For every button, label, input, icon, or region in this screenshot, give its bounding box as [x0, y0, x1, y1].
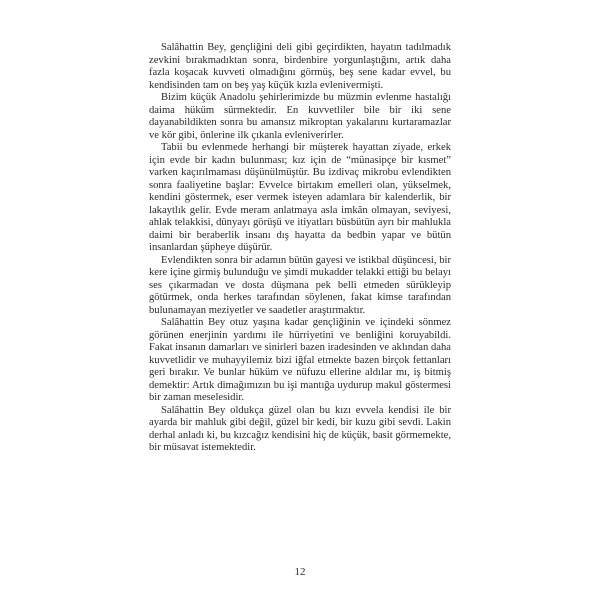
paragraph-3: Tabii bu evlenmede herhangi bir müşterek hayattan ziyade, erkek için evde bir kadın bulunması; kız için de “münasipçe bir kısmet” varken kaçırılmaması düşünülmüştür. Bu izdivaç mikrobu evlendikten sonra faaliyetine başlar: Evvelce birtakım emelleri olan, yükselmek, kendini göstermek, eser vermek isteyen adamlara bir kalenderlik, bir lakaytlık gelir. Evde meram anlatmaya asla imkân olmayan, seviyesi, ahlak telakkisi, dünyayı görüşü ve itiyatları büsbütün ayrı bir mahlukla daimi bir beraberlik insanı dış hayatta da bedbin yapar ve bütün insanlardan şüpheye düşürür. — [149, 142, 451, 253]
paragraph-6: Salâhattin Bey oldukça güzel olan bu kızı evvela kendisi ile bir ayarda bir mahluk gibi değil, güzel bir kedi, bir kuzu gibi sevdi. Lakin derhal anladı ki, bu kızcağız kendisini hiç de küçük, basit görmemekte, bir müsavat istemektedir. — [149, 404, 451, 453]
paragraph-4: Evlendikten sonra bir adamın bütün gayesi ve istikbal düşüncesi, bir kere içine girmiş bulunduğu ve şimdi mukadder telakki ettiği bu belayı ses çıkarmadan ve dosta düşmana pek belli etmeden sürükleyip götürmek, onda herkes tarafından söylenen, fakat kimse tarafından bulunamayan meziyetler ve saadetler araştırmaktır. — [149, 254, 451, 316]
paragraph-5: Salâhattin Bey otuz yaşına kadar gençliğinin ve içindeki sönmez görünen enerjinin yardımı ile hürriyetini ve benliğini koruyabildi. Fakat insanın damarları ve sinirleri bazen iradesinden ve aklından daha kuvvetlidir ve muhayyilemiz bizi iğfal etmekte bazen birçok fettanları geri bırakır. Ve bunlar hüküm ve nüfuzu ellerine aldılar mı, iş bitmiş demektir: Artık dimağımızın bu işi mantığa uydurup makul göstermesi bir zaman meselesidir. — [149, 317, 451, 403]
paragraph-2: Bizim küçük Anadolu şehirlerimizde bu müzmin evlenme hastalığı daima hüküm sürmektedir. En kuvvetliler bile bir iki sene dayanabildikten sonra bu amansız mikroptan yakalarını kurtaramazlar ve kör gibi, önlerine ilk çıkanla evleniverirler. — [149, 92, 451, 141]
page-number: 12 — [294, 566, 306, 578]
body-text — [149, 42, 451, 455]
paragraph-1: Salâhattin Bey, gençliğini deli gibi geçirdikten, hayatın tadılmadık zevkini bırakmadıktan sonra, birdenbire yorgunlaştığını, artık daha fazla koşacak kuvveti olmadığını görmüş, beş sene kadar evvel, bu kendisinden tam on beş yaş küçük kızla evlenivermişti. — [149, 42, 451, 91]
